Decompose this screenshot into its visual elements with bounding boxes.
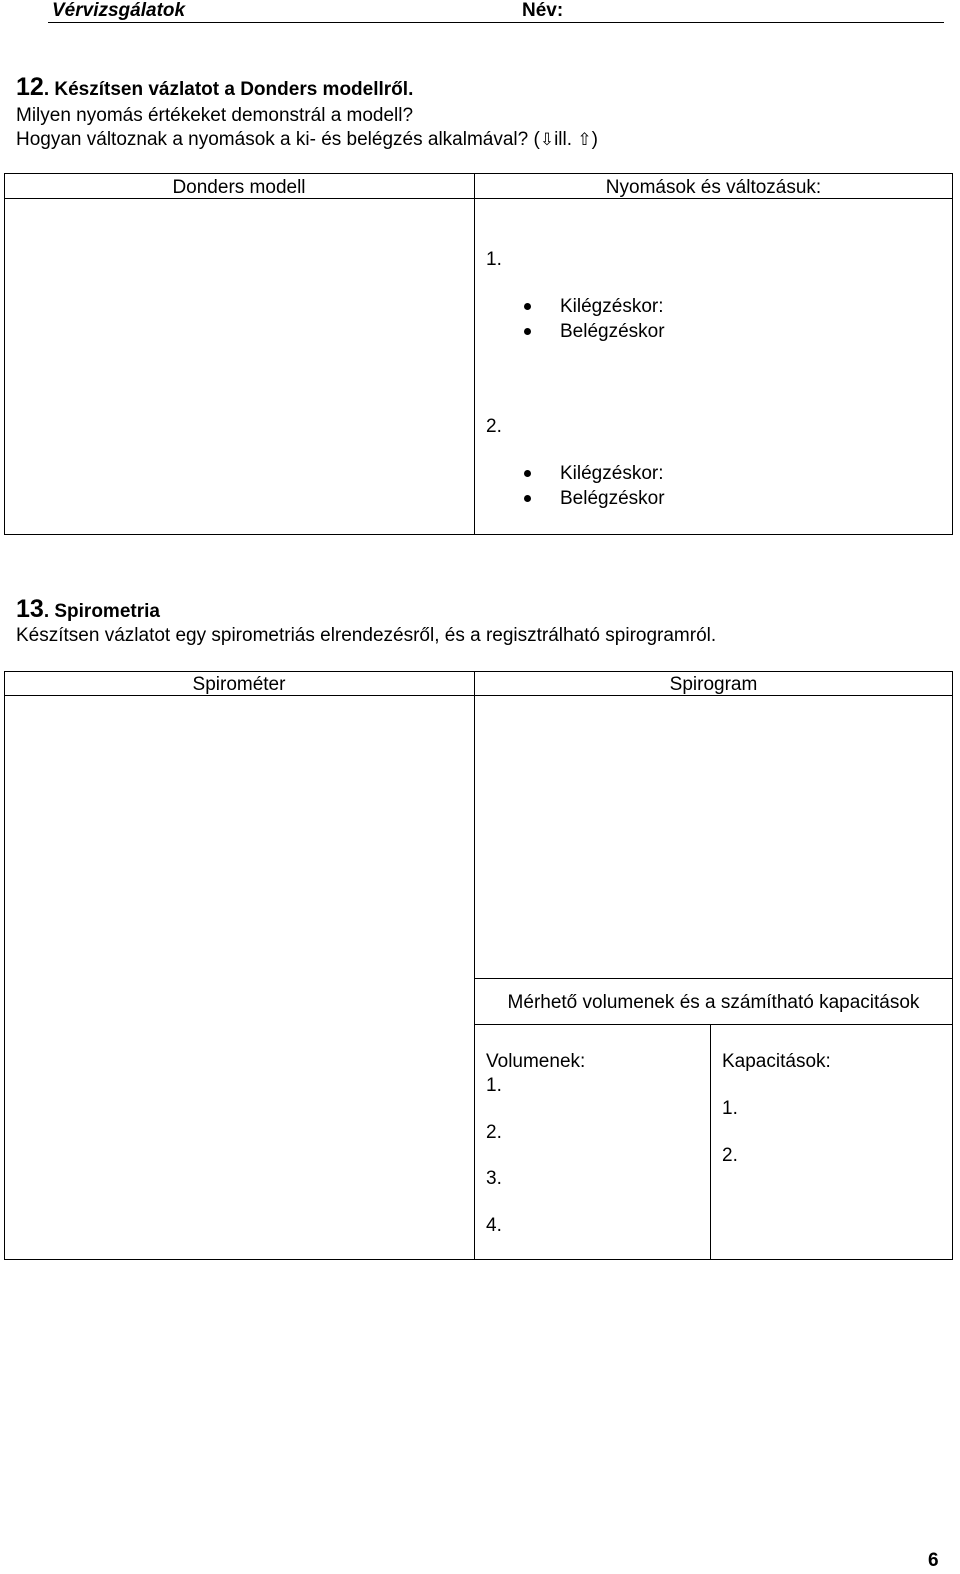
measure-bottom-divider bbox=[474, 1024, 953, 1025]
q13-number: 13 bbox=[16, 595, 44, 623]
q13-title: . Spirometria bbox=[43, 601, 160, 622]
q12-line3-post: ) bbox=[591, 129, 598, 150]
volume-item-3: 3. bbox=[486, 1168, 502, 1189]
q13-subtitle: Készítsen vázlatot egy spirometriás elrendezésről, és a regisztrálható spirogramról. bbox=[16, 625, 717, 646]
spirometry-column-divider bbox=[474, 671, 475, 1260]
bullet-icon bbox=[524, 303, 531, 310]
donders-table bbox=[4, 173, 953, 535]
pressure-item-1-number: 1. bbox=[486, 249, 502, 270]
course-title: Vérvizsgálatok bbox=[52, 0, 186, 21]
spirogram-header: Spirogram bbox=[669, 674, 758, 695]
volume-item-4: 4. bbox=[486, 1215, 502, 1236]
q12-line3 bbox=[16, 129, 598, 151]
q12-line3-pre: Hogyan változnak a nyomások a ki- és belégzés alkalmával? ( bbox=[16, 129, 540, 150]
header-divider bbox=[48, 22, 944, 23]
spirometry-table bbox=[4, 671, 953, 1260]
volume-item-2: 2. bbox=[486, 1122, 502, 1143]
donders-column-divider bbox=[474, 173, 475, 535]
name-label: Név: bbox=[522, 0, 564, 21]
measure-top-divider bbox=[474, 978, 953, 979]
q12-heading bbox=[16, 73, 414, 101]
pressure-item-1-inhale: Belégzéskor bbox=[560, 321, 665, 342]
pressure-item-1-exhale: Kilégzéskor: bbox=[560, 296, 664, 317]
pressure-item-2-number: 2. bbox=[486, 416, 502, 437]
bullet-icon bbox=[524, 328, 531, 335]
capacity-item-1: 1. bbox=[722, 1098, 738, 1119]
donders-col-left-header: Donders modell bbox=[172, 177, 306, 198]
measure-column-divider bbox=[710, 1024, 711, 1260]
measure-header: Mérhető volumenek és a számítható kapacitások bbox=[507, 992, 920, 1013]
q12-number: 12 bbox=[16, 73, 44, 101]
pressure-item-2-exhale: Kilégzéskor: bbox=[560, 463, 664, 484]
arrow-up-icon: ⇧ bbox=[577, 130, 592, 149]
pressure-item-2-inhale: Belégzéskor bbox=[560, 488, 665, 509]
bullet-icon bbox=[524, 470, 531, 477]
page-number: 6 bbox=[928, 1550, 939, 1571]
volume-item-1: 1. bbox=[486, 1075, 502, 1096]
spirometer-header: Spirométer bbox=[192, 674, 286, 695]
q13-heading bbox=[16, 595, 160, 623]
q12-line3-mid: ill. bbox=[554, 129, 578, 150]
bullet-icon bbox=[524, 495, 531, 502]
capacities-label: Kapacitások: bbox=[722, 1051, 831, 1072]
q12-line2: Milyen nyomás értékeket demonstrál a modell? bbox=[16, 105, 414, 126]
arrow-down-icon: ⇩ bbox=[539, 130, 555, 149]
q12-title: . Készítsen vázlatot a Donders modellről. bbox=[43, 79, 414, 100]
volumes-label: Volumenek: bbox=[486, 1051, 586, 1072]
donders-col-right-header: Nyomások és változásuk: bbox=[605, 177, 822, 198]
capacity-item-2: 2. bbox=[722, 1145, 738, 1166]
